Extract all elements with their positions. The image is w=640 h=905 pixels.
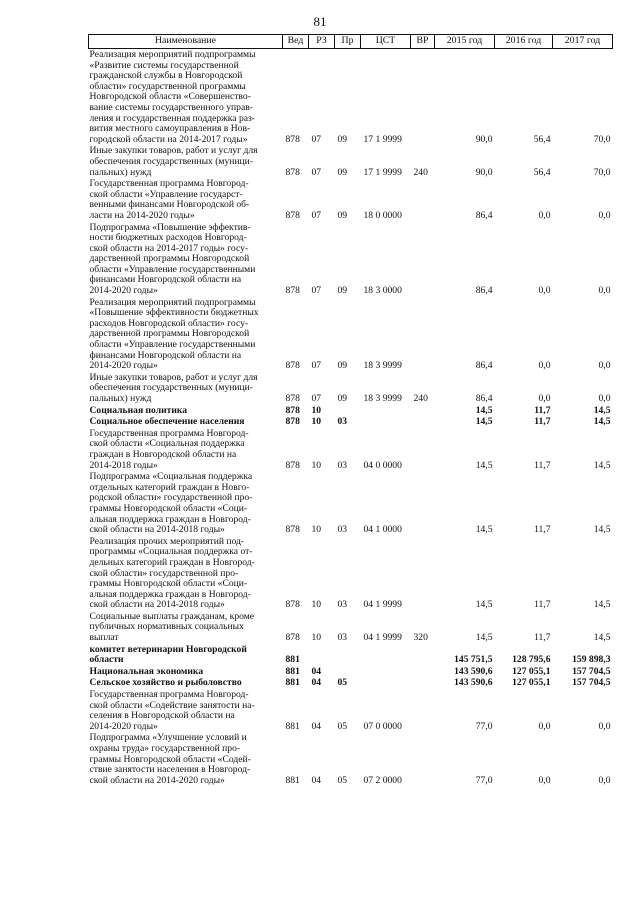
row-2017: 14,5 xyxy=(593,632,611,644)
header-2017: 2017 год xyxy=(553,35,613,49)
row-vr xyxy=(411,297,435,372)
row-2016: 11,7 xyxy=(534,524,551,536)
row-name: Государственная программа Новгород- ской области «Социальная поддержка граждан в Новгородской области на 2014-2018 годы» xyxy=(89,427,249,471)
row-rz: 04 xyxy=(311,677,322,689)
row-cst: 18 3 9999 xyxy=(363,393,402,404)
row-2015: 14,5 xyxy=(475,404,493,416)
row-cst: 17 1 9999 xyxy=(363,133,402,145)
table-row xyxy=(89,536,613,611)
row-2016: 11,7 xyxy=(534,416,551,428)
row-2017: 0,0 xyxy=(598,360,611,372)
row-2016: 56,4 xyxy=(533,133,551,145)
header-ved: Вед xyxy=(283,35,309,49)
row-2016: 0,0 xyxy=(538,285,551,297)
row-name: Сельское хозяйство и рыболовство xyxy=(89,677,242,689)
row-2015: 90,0 xyxy=(475,166,493,178)
row-pr: 05 xyxy=(337,720,348,732)
row-2017: 0,0 xyxy=(598,774,611,786)
row-cst xyxy=(361,677,411,689)
row-2016: 0,0 xyxy=(538,720,551,732)
row-ved: 878 xyxy=(285,166,300,178)
row-2017: 0,0 xyxy=(598,285,611,297)
row-cst: 18 3 0000 xyxy=(363,285,402,297)
row-2017: 14,5 xyxy=(593,599,611,611)
row-name: Иные закупки товаров, работ и услуг для обеспечения государственных (муници- пальных) нужд xyxy=(89,371,258,404)
row-2015: 14,5 xyxy=(475,632,493,644)
row-cst: 04 1 9999 xyxy=(363,599,402,611)
row-ved: 878 xyxy=(285,285,300,297)
row-2017: 159 898,3 xyxy=(572,654,611,666)
row-ved: 881 xyxy=(285,654,300,666)
row-2015: 14,5 xyxy=(475,416,493,428)
row-ved: 881 xyxy=(285,665,300,677)
row-name: Подпрограмма «Социальная поддержка отдельных категорий граждан в Новго- родской области» государственной про- граммы Новгородской области «Соци- альная поддержка граждан в Новгород- ской области на 2014-2018 годы» xyxy=(89,471,253,536)
row-name: Реализация прочих мероприятий под- программы «Социальная поддержка от- дельных категорий граждан в Новгород- ской области» государственной про- граммы Новгородской области «Соци- альная поддержка граждан в Новгород- ской области на 2014-2018 годы» xyxy=(89,535,255,611)
row-2017: 14,5 xyxy=(593,416,611,428)
row-vr xyxy=(411,732,435,786)
row-name: Подпрограмма «Повышение эффектив- ности бюджетных расходов Новгород- ской области на 2014-2017 годы» госу- дарственной программы Новгородской области «Управление государственными финансами Новгородской области на 2014-2020 годы» xyxy=(89,221,256,297)
row-2015: 86,4 xyxy=(475,360,493,372)
row-rz: 10 xyxy=(311,404,322,416)
row-name: комитет ветеринарии Новгородской области xyxy=(89,643,247,666)
row-rz xyxy=(309,644,335,666)
row-ved: 881 xyxy=(285,677,300,689)
table-row xyxy=(89,49,613,146)
table-row xyxy=(89,178,613,221)
header-name: Наименование xyxy=(89,35,283,49)
row-2017: 70,0 xyxy=(593,166,611,178)
row-name: Подпрограмма «Улучшение условий и охраны труда» государственной про- граммы Новгородской области «Содей- ствие занятости населения в Новгород- ской области на 2014-2020 годы» xyxy=(89,732,251,786)
row-vr: 240 xyxy=(413,393,428,404)
row-name: Социальная политика xyxy=(89,404,188,416)
row-pr: 09 xyxy=(337,393,348,404)
row-ved: 881 xyxy=(285,774,300,786)
row-2015: 145 751,5 xyxy=(454,654,493,666)
row-2015: 14,5 xyxy=(475,599,493,611)
row-cst: 04 0 0000 xyxy=(363,459,402,471)
row-pr: 03 xyxy=(337,599,348,611)
row-vr xyxy=(411,428,435,471)
table-header-row xyxy=(89,35,613,49)
row-cst: 07 0 0000 xyxy=(363,720,402,732)
row-ved: 878 xyxy=(285,133,300,145)
row-cst: 04 1 0000 xyxy=(363,524,402,536)
row-2016: 127 055,1 xyxy=(512,665,551,677)
row-2016: 0,0 xyxy=(538,360,551,372)
row-pr: 09 xyxy=(337,209,348,221)
row-cst xyxy=(361,666,411,678)
row-ved: 878 xyxy=(285,393,300,404)
row-pr: 03 xyxy=(337,459,348,471)
row-name: Государственная программа Новгород- ской области «Управление государст- венными финансами Новгородской об- ласти на 2014-2020 годы» xyxy=(89,178,250,221)
row-ved: 878 xyxy=(285,360,300,372)
row-pr: 05 xyxy=(337,677,348,689)
row-2016: 11,7 xyxy=(534,632,551,644)
row-2015: 143 590,6 xyxy=(454,665,493,677)
row-ved: 878 xyxy=(285,599,300,611)
row-cst: 18 3 9999 xyxy=(363,360,402,372)
header-rz: РЗ xyxy=(309,35,335,49)
row-rz: 07 xyxy=(311,285,322,297)
row-rz: 07 xyxy=(311,133,322,145)
row-2016: 11,7 xyxy=(534,459,551,471)
row-rz: 10 xyxy=(311,524,322,536)
row-vr xyxy=(411,471,435,536)
header-2015: 2015 год xyxy=(435,35,495,49)
row-2017: 157 704,5 xyxy=(572,677,611,689)
table-row xyxy=(89,372,613,405)
row-vr: 320 xyxy=(413,632,428,644)
row-2017: 14,5 xyxy=(593,524,611,536)
header-pr: Пр xyxy=(335,35,361,49)
row-pr: 09 xyxy=(337,285,348,297)
row-rz: 04 xyxy=(311,665,322,677)
row-vr xyxy=(411,178,435,221)
row-rz: 07 xyxy=(311,209,322,221)
row-name: Государственная программа Новгород- ской области «Содействие занятости на- селения в Новгородской области на 2014-2020 годы» xyxy=(89,689,255,732)
row-2015: 86,4 xyxy=(475,285,493,297)
row-vr xyxy=(411,222,435,297)
row-pr: 09 xyxy=(337,133,348,145)
row-pr xyxy=(335,666,361,678)
row-2016: 128 795,6 xyxy=(512,654,551,666)
table-row xyxy=(89,611,613,644)
row-vr xyxy=(411,644,435,666)
row-2017: 70,0 xyxy=(593,133,611,145)
row-2016: 0,0 xyxy=(538,774,551,786)
table-row xyxy=(89,416,613,428)
header-2016: 2016 год xyxy=(495,35,553,49)
row-cst: 07 2 0000 xyxy=(363,774,402,786)
row-cst xyxy=(361,416,411,428)
row-2015: 90,0 xyxy=(475,133,493,145)
table-row xyxy=(89,471,613,536)
row-vr xyxy=(411,49,435,146)
row-2016: 127 055,1 xyxy=(512,677,551,689)
row-2015: 14,5 xyxy=(475,524,493,536)
row-2017: 14,5 xyxy=(593,459,611,471)
table-row xyxy=(89,297,613,372)
table-row xyxy=(89,732,613,786)
row-2017: 157 704,5 xyxy=(572,665,611,677)
row-ved: 881 xyxy=(285,720,300,732)
row-pr xyxy=(335,644,361,666)
row-2016: 0,0 xyxy=(538,393,551,404)
table-row xyxy=(89,677,613,689)
row-rz: 07 xyxy=(311,166,322,178)
row-ved: 878 xyxy=(285,209,300,221)
row-2016: 56,4 xyxy=(533,166,551,178)
row-rz: 10 xyxy=(311,632,322,644)
row-ved: 878 xyxy=(285,632,300,644)
row-pr xyxy=(335,405,361,417)
row-vr xyxy=(411,405,435,417)
row-2016: 11,7 xyxy=(534,599,551,611)
row-cst: 04 1 9999 xyxy=(363,632,402,644)
table-row xyxy=(89,222,613,297)
row-pr: 09 xyxy=(337,166,348,178)
row-pr: 05 xyxy=(337,774,348,786)
row-2015: 86,4 xyxy=(475,209,493,221)
row-2015: 14,5 xyxy=(475,459,493,471)
row-vr: 240 xyxy=(413,166,428,178)
row-pr: 03 xyxy=(337,416,348,428)
row-ved: 878 xyxy=(285,459,300,471)
row-name: Социальное обеспечение населения xyxy=(89,416,245,428)
row-2016: 11,7 xyxy=(534,404,551,416)
header-cst: ЦСТ xyxy=(361,35,411,49)
row-2015: 86,4 xyxy=(475,393,493,404)
row-vr xyxy=(411,416,435,428)
table-row xyxy=(89,666,613,678)
row-2016: 0,0 xyxy=(538,209,551,221)
table-row xyxy=(89,644,613,666)
table-row xyxy=(89,689,613,732)
row-rz: 04 xyxy=(311,720,322,732)
row-2017: 0,0 xyxy=(598,720,611,732)
row-rz: 07 xyxy=(311,393,322,404)
row-cst xyxy=(361,405,411,417)
row-name: Национальная экономика xyxy=(89,665,204,677)
row-vr xyxy=(411,536,435,611)
row-vr xyxy=(411,689,435,732)
row-rz: 10 xyxy=(311,459,322,471)
row-cst: 17 1 9999 xyxy=(363,166,402,178)
row-cst xyxy=(361,644,411,666)
row-2017: 14,5 xyxy=(593,404,611,416)
row-cst: 18 0 0000 xyxy=(363,209,402,221)
row-pr: 03 xyxy=(337,524,348,536)
row-2017: 0,0 xyxy=(598,209,611,221)
row-pr: 03 xyxy=(337,632,348,644)
table-row xyxy=(89,428,613,471)
row-vr xyxy=(411,666,435,678)
row-name: Реализация мероприятий подпрограммы «Повышение эффективности бюджетных расходов Новгородской области» госу- дарственной программы Новгородской области «Управление государственными финансами Новгородской области на 2014-2020 годы» xyxy=(89,296,259,372)
row-ved: 878 xyxy=(285,524,300,536)
row-name: Социальные выплаты гражданам, кроме публичных нормативных социальных выплат xyxy=(89,610,255,644)
row-ved: 878 xyxy=(285,404,300,416)
row-2017: 0,0 xyxy=(598,393,611,404)
row-name: Реализация мероприятий подпрограммы «Развитие системы государственной гражданской службы в Новгородской области» государственной программы Новгородской области «Совершенство- вание системы государственного управ- ления и государственная поддержка раз- вития местного самоуправления в Нов- городской области на 2014-2017 годы» xyxy=(89,49,256,145)
header-vr: ВР xyxy=(411,35,435,49)
table-row xyxy=(89,145,613,178)
row-rz: 07 xyxy=(311,360,322,372)
row-ved: 878 xyxy=(285,416,300,428)
row-rz: 04 xyxy=(311,774,322,786)
row-rz: 10 xyxy=(311,599,322,611)
table-row xyxy=(89,405,613,417)
row-2015: 143 590,6 xyxy=(454,677,493,689)
row-name: Иные закупки товаров, работ и услуг для обеспечения государственных (муници- пальных) нужд xyxy=(89,145,258,178)
row-vr xyxy=(411,677,435,689)
page-number: 81 xyxy=(313,14,327,29)
row-2015: 77,0 xyxy=(475,774,493,786)
row-rz: 10 xyxy=(311,416,322,428)
budget-table xyxy=(88,34,613,786)
row-pr: 09 xyxy=(337,360,348,372)
row-2015: 77,0 xyxy=(475,720,493,732)
